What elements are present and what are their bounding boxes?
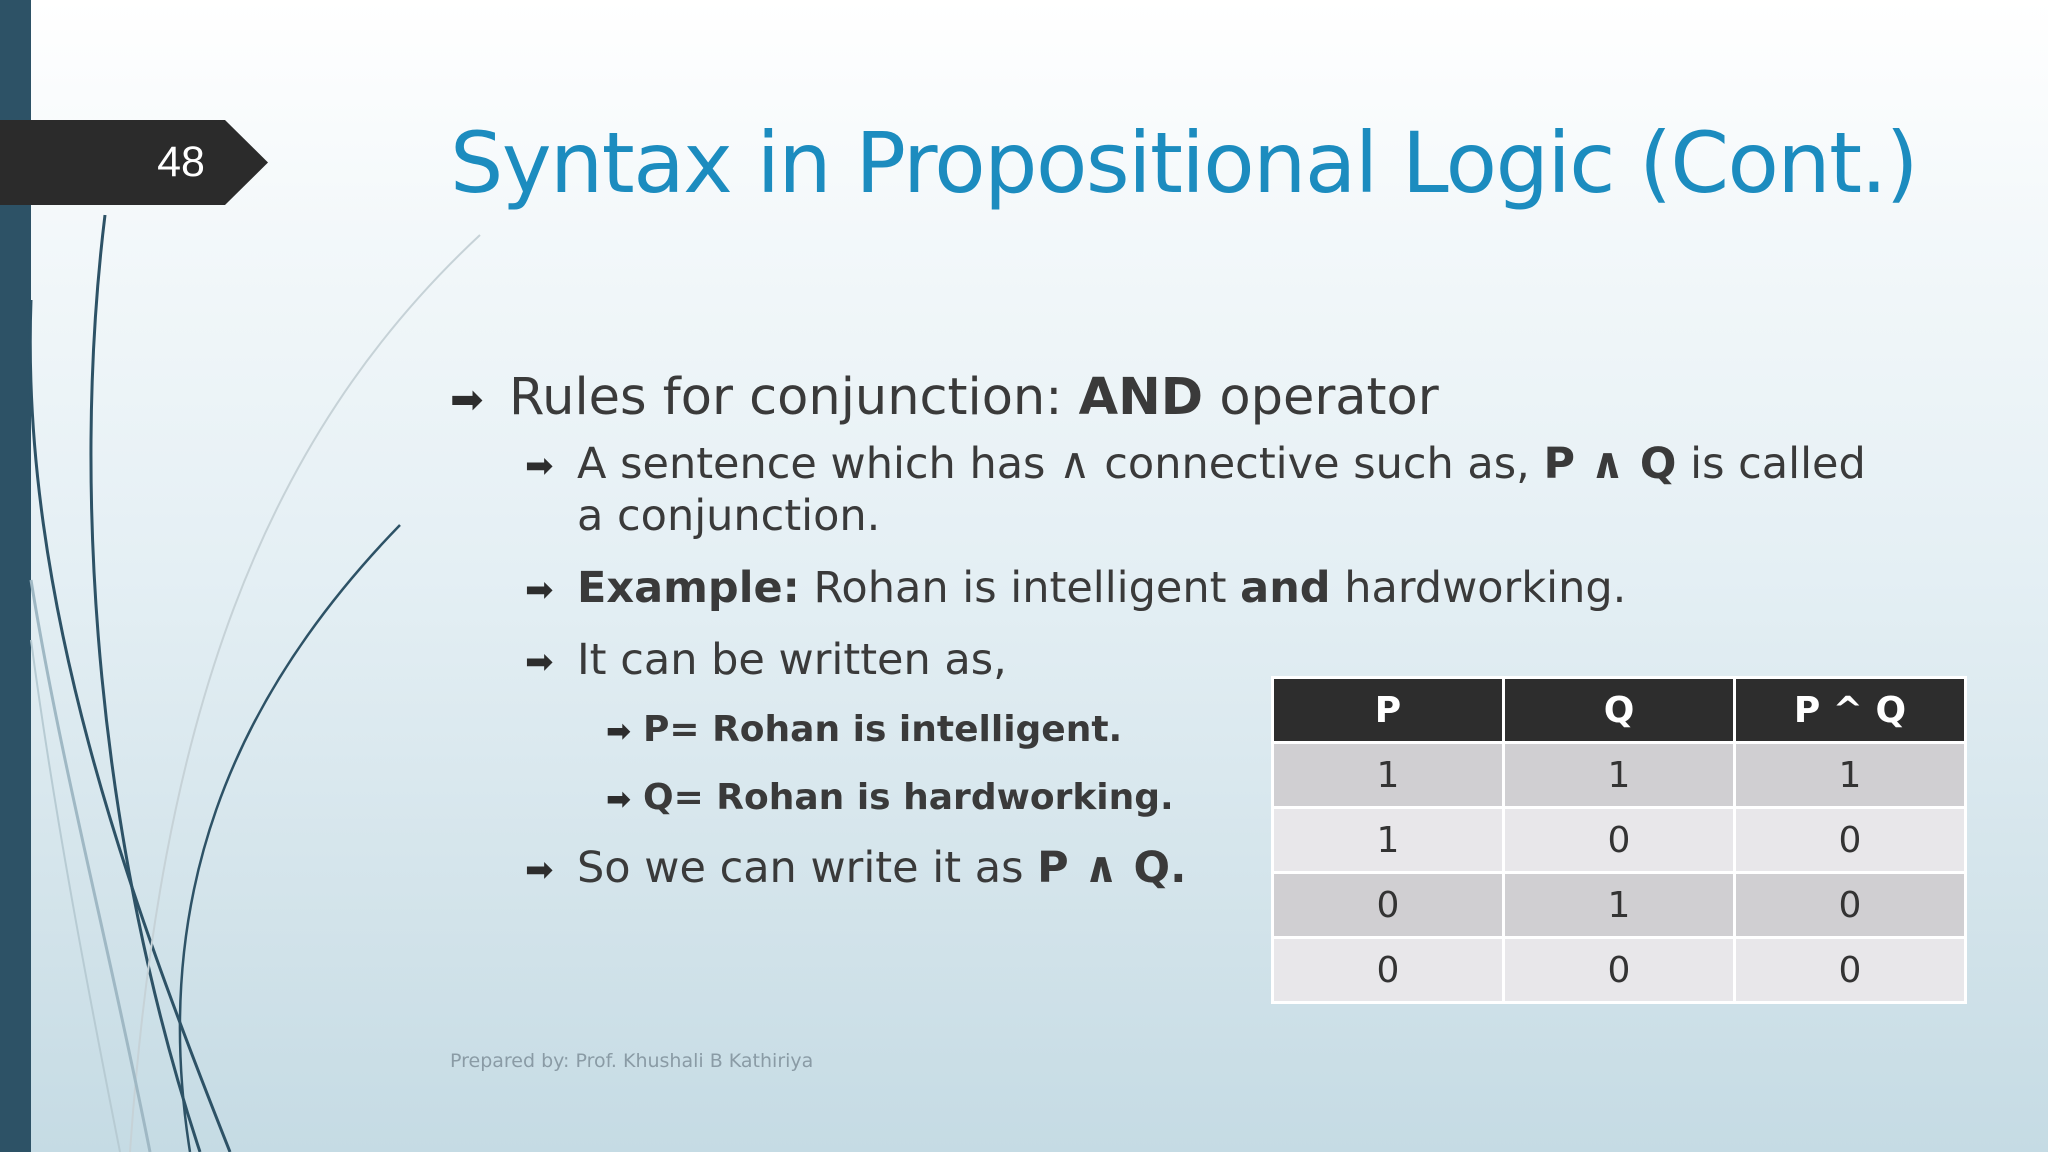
table-cell: 0 bbox=[1504, 808, 1735, 873]
header-cell-p-and-q: P ^ Q bbox=[1735, 678, 1966, 743]
arrow-right-icon: ➡ bbox=[525, 642, 554, 682]
arrow-right-icon: ➡ bbox=[525, 446, 554, 486]
table-row bbox=[1273, 808, 1966, 873]
bullet-example: ➡ Example: Rohan is intelligent and hardworking. bbox=[450, 562, 1890, 614]
arrow-right-icon: ➡ bbox=[525, 850, 554, 890]
slide-title: Syntax in Propositional Logic (Cont.) bbox=[450, 114, 1918, 212]
bullet-conjunction-rules: ➡ Rules for conjunction: AND operator bbox=[450, 366, 1890, 430]
table-header-row bbox=[1273, 678, 1966, 743]
table-cell: 0 bbox=[1273, 938, 1504, 1003]
table-cell: 0 bbox=[1735, 808, 1966, 873]
table-row bbox=[1273, 743, 1966, 808]
table-cell: 1 bbox=[1273, 808, 1504, 873]
table-cell: 1 bbox=[1504, 743, 1735, 808]
arrow-right-icon: ➡ bbox=[525, 570, 554, 610]
table-row bbox=[1273, 873, 1966, 938]
table-cell: 1 bbox=[1273, 743, 1504, 808]
table-cell: 0 bbox=[1735, 938, 1966, 1003]
arrow-right-icon: ➡ bbox=[606, 714, 632, 749]
table-cell: 0 bbox=[1735, 873, 1966, 938]
bullet-q-definition: ➡ Q= Rohan is hardworking. bbox=[450, 774, 1890, 822]
bullet-p-definition: ➡ P= Rohan is intelligent. bbox=[450, 706, 1890, 754]
bullet-written-as: ➡ It can be written as, bbox=[450, 634, 1890, 686]
arrow-right-icon: ➡ bbox=[450, 377, 484, 423]
table-cell: 0 bbox=[1273, 873, 1504, 938]
bullet-write-as: ➡ So we can write it as P ∧ Q. bbox=[450, 842, 1890, 894]
table-cell: 0 bbox=[1504, 938, 1735, 1003]
table-cell: 1 bbox=[1735, 743, 1966, 808]
header-cell-p: P bbox=[1273, 678, 1504, 743]
footer-credit: Prepared by: Prof. Khushali B Kathiriya bbox=[450, 1050, 814, 1072]
table-row bbox=[1273, 938, 1966, 1003]
header-cell-q: Q bbox=[1504, 678, 1735, 743]
truth-table bbox=[1271, 676, 1967, 1004]
slide-number: 48 bbox=[157, 138, 205, 186]
arrow-right-icon: ➡ bbox=[606, 782, 632, 817]
bullet-definition: ➡ A sentence which has ∧ connective such as, P ∧ Q is called a conjunction. bbox=[525, 439, 1866, 541]
table-cell: 1 bbox=[1504, 873, 1735, 938]
